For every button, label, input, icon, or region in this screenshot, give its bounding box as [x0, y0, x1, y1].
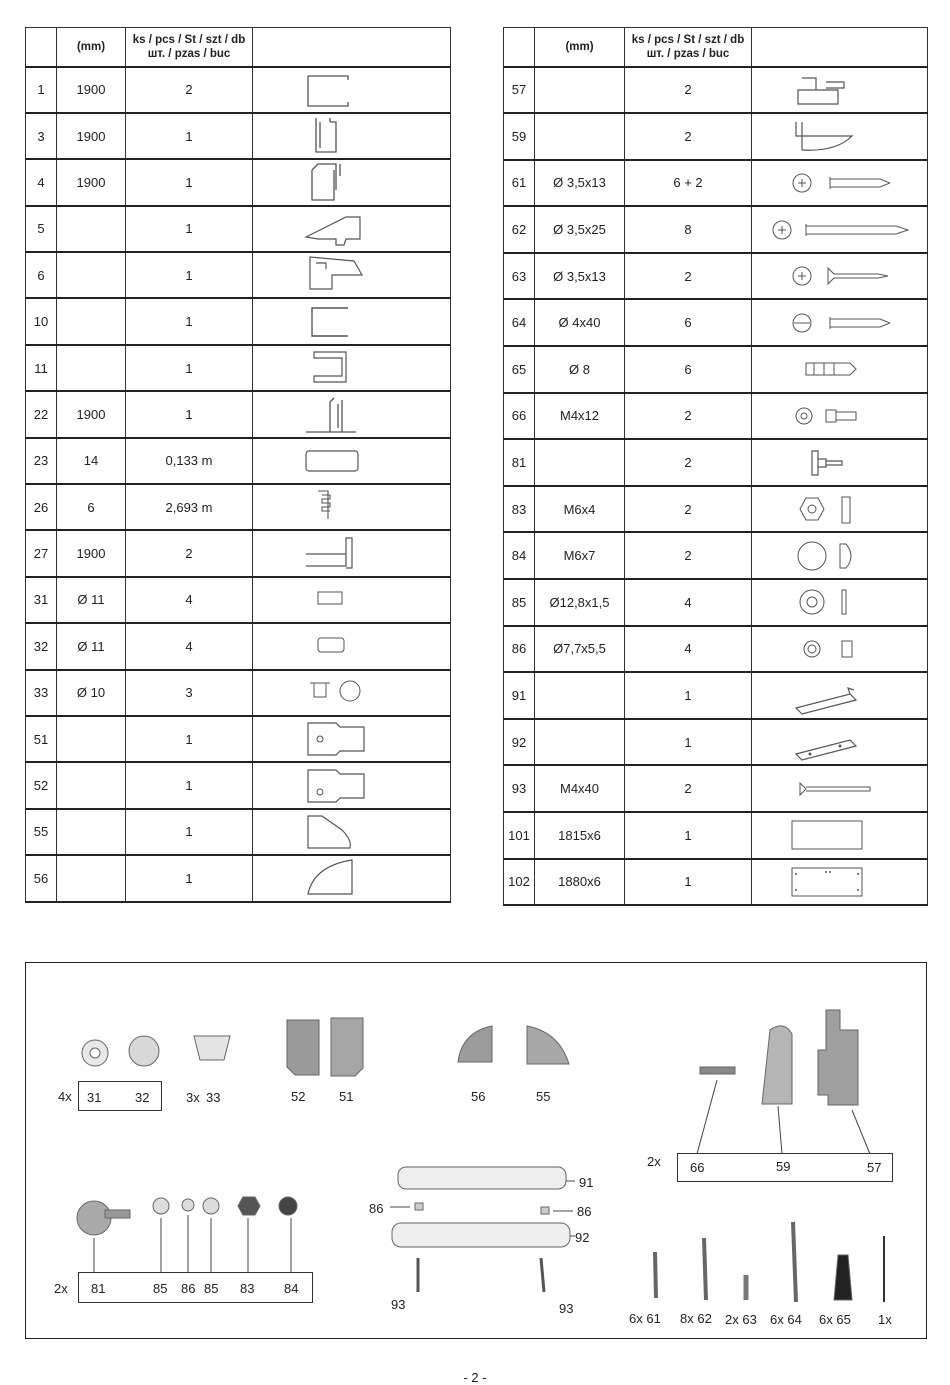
part-number: 51: [26, 716, 57, 762]
part-quantity: 1: [126, 762, 253, 808]
part-number: 32: [26, 623, 57, 669]
part-quantity: 2: [625, 253, 752, 300]
part-quantity: 1: [126, 716, 253, 762]
part-number: 66: [504, 393, 535, 440]
part-quantity: 1: [126, 206, 253, 252]
kit-label: 83: [240, 1281, 255, 1296]
part-dimension: M6x7: [535, 532, 625, 579]
support-bar-photo-icon: [398, 1167, 566, 1189]
part-dimension: Ø 3,5x13: [535, 253, 625, 300]
part-dimension: Ø 11: [57, 577, 126, 623]
part-quantity: 6: [625, 299, 752, 346]
part-quantity: 4: [625, 579, 752, 626]
part-quantity: 0,133 m: [126, 438, 253, 484]
part-number: 31: [26, 577, 57, 623]
part-dimension: 1900: [57, 67, 126, 113]
header-mm: (mm): [57, 28, 126, 67]
kit-label: 66: [690, 1160, 705, 1175]
header-qty-line1: ks / pcs / St / szt / db: [631, 33, 745, 46]
part-number: 81: [504, 439, 535, 486]
part-dimension: Ø7,7x5,5: [535, 626, 625, 673]
part-dimension: Ø 3,5x25: [535, 206, 625, 253]
bolt-photo-icon: [700, 1067, 735, 1074]
part-quantity: 2: [126, 67, 253, 113]
part-dimension: Ø 10: [57, 670, 126, 716]
part-number: 64: [504, 299, 535, 346]
part-number: 83: [504, 486, 535, 533]
kit-label: 51: [339, 1089, 354, 1104]
part-quantity: 6: [625, 346, 752, 393]
washer-85a-photo-icon: [153, 1198, 169, 1214]
part-number: 22: [26, 391, 57, 437]
part-number: 1: [26, 67, 57, 113]
part-dimension: 1900: [57, 159, 126, 205]
part-quantity: 2: [625, 486, 752, 533]
plug-photo-icon: [194, 1036, 230, 1060]
part-number: 23: [26, 438, 57, 484]
end-cap-right-photo-icon: [527, 1026, 569, 1064]
part-dimension: M6x4: [535, 486, 625, 533]
part-number: 52: [26, 762, 57, 808]
part-quantity: 8: [625, 206, 752, 253]
machine-screw-b-photo-icon: [541, 1258, 544, 1292]
part-quantity: 4: [126, 623, 253, 669]
part-dimension: 6: [57, 484, 126, 530]
part-number: 86: [504, 626, 535, 673]
kit-label: 1x: [878, 1312, 892, 1327]
kit-label: 32: [135, 1090, 150, 1105]
kit-label: 81: [91, 1281, 106, 1296]
kit-label: 2x 63: [725, 1312, 757, 1327]
header-qty-line1: ks / pcs / St / szt / db: [132, 33, 246, 46]
part-dimension: Ø 3,5x13: [535, 160, 625, 207]
hinge-clamp-photo-icon: [818, 1010, 858, 1105]
part-quantity: 1: [126, 391, 253, 437]
end-cap-left-photo-icon: [458, 1026, 492, 1062]
part-number: 102: [504, 859, 535, 906]
header-mm: (mm): [535, 28, 625, 67]
page-number: - 2 -: [463, 1370, 487, 1385]
kit-label: 4x: [58, 1089, 72, 1104]
part-quantity: 1: [126, 252, 253, 298]
kit-label: 85: [204, 1281, 219, 1296]
part-number: 59: [504, 113, 535, 160]
part-number: 101: [504, 812, 535, 859]
bracket-left-photo-icon: [287, 1020, 319, 1075]
part-number: 27: [26, 530, 57, 576]
kit-label: 91: [579, 1175, 594, 1190]
part-number: 85: [504, 579, 535, 626]
part-number: 11: [26, 345, 57, 391]
part-number: 5: [26, 206, 57, 252]
kit-label: 2x: [647, 1154, 661, 1169]
part-number: 4: [26, 159, 57, 205]
kit-label: 93: [391, 1297, 406, 1312]
kit-label: 85: [153, 1281, 168, 1296]
part-number: 84: [504, 532, 535, 579]
kit-label: 86: [369, 1201, 384, 1216]
kit-label: 6x 64: [770, 1312, 802, 1327]
part-quantity: 1: [126, 345, 253, 391]
kit-label: 56: [471, 1089, 486, 1104]
part-quantity: 1: [625, 719, 752, 766]
part-number: 57: [504, 67, 535, 114]
part-quantity: 2: [126, 530, 253, 576]
kit-label: 52: [291, 1089, 306, 1104]
part-number: 62: [504, 206, 535, 253]
kit-label: 59: [776, 1159, 791, 1174]
part-number: 3: [26, 113, 57, 159]
part-quantity: 4: [126, 577, 253, 623]
part-dimension: Ø 4x40: [535, 299, 625, 346]
part-number: 93: [504, 765, 535, 812]
part-quantity: 1: [126, 298, 253, 344]
part-dimension: Ø 11: [57, 623, 126, 669]
kit-label: 86: [181, 1281, 196, 1296]
part-number: 91: [504, 672, 535, 719]
bracket-right-photo-icon: [331, 1018, 363, 1076]
part-dimension: 1880x6: [535, 859, 625, 906]
kit-label: 55: [536, 1089, 551, 1104]
washer-85b-photo-icon: [203, 1198, 219, 1214]
part-number: 10: [26, 298, 57, 344]
part-quantity: 1: [126, 809, 253, 855]
part-number: 61: [504, 160, 535, 207]
kit-label: 6x 65: [819, 1312, 851, 1327]
part-quantity: 1: [126, 113, 253, 159]
part-dimension: 1900: [57, 530, 126, 576]
part-quantity: 1: [126, 855, 253, 901]
part-quantity: 2: [625, 67, 752, 114]
cap-round-photo-icon: [129, 1036, 159, 1066]
part-quantity: 2: [625, 765, 752, 812]
part-dimension: 1900: [57, 113, 126, 159]
part-quantity: 1: [126, 159, 253, 205]
header-qty-line2: шт. / pzas / buc: [147, 47, 231, 60]
part-quantity: 2: [625, 439, 752, 486]
header-qty-line2: шт. / pzas / buc: [646, 47, 730, 60]
kit-label: 6x 61: [629, 1311, 661, 1326]
part-dimension: Ø 8: [535, 346, 625, 393]
part-quantity: 1: [625, 859, 752, 906]
screw-64-photo-icon: [793, 1222, 796, 1302]
part-quantity: 6 + 2: [625, 160, 752, 207]
kit-label: 33: [206, 1090, 221, 1105]
part-quantity: 2: [625, 532, 752, 579]
part-quantity: 2: [625, 393, 752, 440]
part-number: 55: [26, 809, 57, 855]
part-quantity: 4: [625, 626, 752, 673]
part-number: 56: [26, 855, 57, 901]
part-dimension: Ø12,8x1,5: [535, 579, 625, 626]
part-number: 65: [504, 346, 535, 393]
kit-label: 93: [559, 1301, 574, 1316]
part-dimension: 1815x6: [535, 812, 625, 859]
part-dimension: 14: [57, 438, 126, 484]
part-dimension: M4x40: [535, 765, 625, 812]
part-quantity: 1: [625, 812, 752, 859]
part-quantity: 2,693 m: [126, 484, 253, 530]
kit-label: 8x 62: [680, 1311, 712, 1326]
hex-nut-photo-icon: [238, 1197, 260, 1215]
part-number: 63: [504, 253, 535, 300]
cap-nut-photo-icon: [279, 1197, 297, 1215]
part-dimension: M4x12: [535, 393, 625, 440]
kit-label: 31: [87, 1090, 102, 1105]
screw-62-photo-icon: [704, 1238, 706, 1300]
spacer-86-photo-icon: [182, 1199, 194, 1211]
part-number: 92: [504, 719, 535, 766]
part-number: 6: [26, 252, 57, 298]
part-quantity: 1: [625, 672, 752, 719]
hinge-cover-photo-icon: [762, 1026, 792, 1104]
kit-label: 3x: [186, 1090, 200, 1105]
support-bar-holes-photo-icon: [392, 1223, 570, 1247]
part-dimension: 1900: [57, 391, 126, 437]
kit-box-81-84: [78, 1272, 313, 1303]
kit-label: 86: [577, 1204, 592, 1219]
kit-label: 57: [867, 1160, 882, 1175]
part-number: 26: [26, 484, 57, 530]
part-number: 33: [26, 670, 57, 716]
wall-plug-photo-icon: [834, 1255, 852, 1300]
kit-label: 2x: [54, 1281, 68, 1296]
kit-label: 92: [575, 1230, 590, 1245]
kit-label: 84: [284, 1281, 299, 1296]
part-quantity: 3: [126, 670, 253, 716]
part-quantity: 2: [625, 113, 752, 160]
screw-61-photo-icon: [655, 1252, 656, 1298]
